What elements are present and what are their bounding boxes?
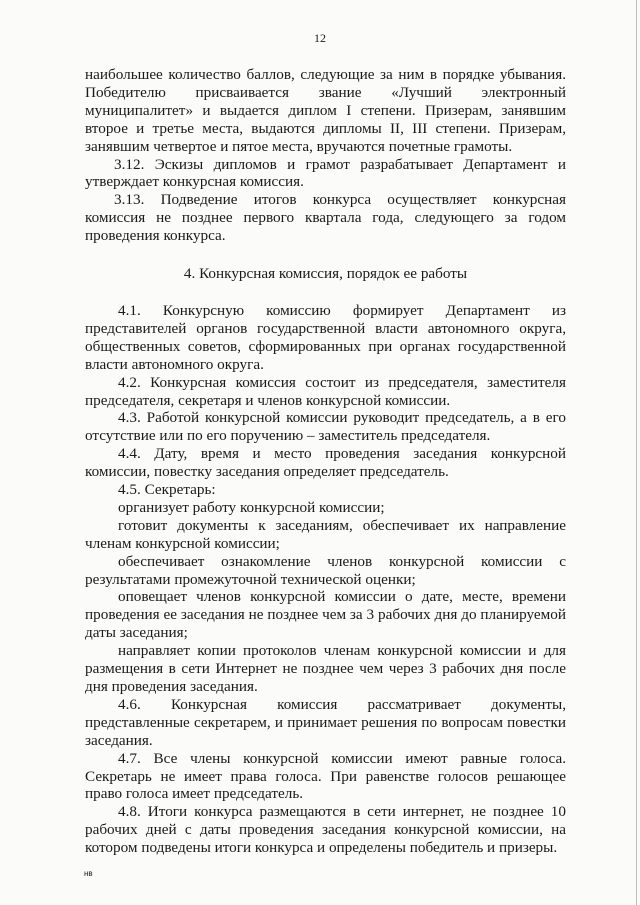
- secretary-duty-5: направляет копии протоколов членам конкурсной комиссии и для размещения в сети Интернет не позднее чем через 3 рабочих дня после дня проведения заседания.: [85, 642, 566, 695]
- paragraph-4-8: 4.8. Итоги конкурса размещаются в сети интернет, не позднее 10 рабочих дней с даты проведения заседания конкурсной комиссии, на котором подведены итоги конкурса и определены победитель и призеры.: [85, 803, 566, 857]
- paragraph-3-12: 3.12. Эскизы дипломов и грамот разрабатывает Департамент и утверждает конкурсная комиссия.: [85, 155, 566, 191]
- paragraph-3-13: 3.13. Подведение итогов конкурса осуществляет конкурсная комиссия не позднее первого квартала года, следующего за годом проведения конкурса.: [85, 191, 566, 245]
- paragraph-4-5: 4.5. Секретарь:: [118, 481, 216, 499]
- paragraph-continuation: наибольшее количество баллов, следующие за ним в порядке убывания. Победителю присваивается звание «Лучший электронный муниципалитет» и выдается диплом I степени. Призерам, занявшим второе и третье места, выдаются дипломы II, III степени. Призерам, занявшим четвертое и пятое места, вручаются почетные грамоты.: [85, 66, 566, 155]
- page-number: 12: [314, 31, 326, 45]
- paragraph-4-3: 4.3. Работой конкурсной комиссии руководит председатель, а в его отсутствие или по его поручению – заместитель председателя.: [85, 409, 566, 445]
- paragraph-4-6: 4.6. Конкурсная комиссия рассматривает документы, представленные секретарем, и принимает решения по вопросам повестки заседания.: [85, 695, 566, 749]
- secretary-duty-4: оповещает членов конкурсной комиссии о дате, месте, времени проведения ее заседания не позднее чем за 3 рабочих дня до планируемой даты заседания;: [85, 588, 566, 642]
- paragraph-4-7: 4.7. Все члены конкурсной комиссии имеют равные голоса. Секретарь не имеет права голоса. При равенстве голосов решающее право голоса имеет председатель.: [85, 749, 566, 803]
- secretary-duty-1: организует работу конкурсной комиссии;: [118, 498, 385, 516]
- secretary-duty-2: готовит документы к заседаниям, обеспечивает их направление членам конкурсной комиссии;: [85, 516, 566, 552]
- document-body: [85, 66, 566, 857]
- section-heading: 4. Конкурсная комиссия, порядок ее работы: [183, 265, 468, 283]
- paragraph-4-1: 4.1. Конкурсную комиссию формирует Департамент из представителей органов государственной власти автономного округа, общественных советов, сформированных при органах государственной власти автономного округа.: [85, 301, 566, 373]
- footer-initials: нв: [84, 869, 93, 878]
- secretary-duty-3: обеспечивает ознакомление членов конкурсной комиссии с результатами промежуточной технической оценки;: [85, 552, 566, 588]
- paragraph-4-4: 4.4. Дату, время и место проведения заседания конкурсной комиссии, повестку заседания определяет председатель.: [85, 445, 566, 481]
- paragraph-4-2: 4.2. Конкурсная комиссия состоит из председателя, заместителя председателя, секретаря и членов конкурсной комиссии.: [85, 373, 566, 409]
- scan-edge-line: [636, 0, 637, 905]
